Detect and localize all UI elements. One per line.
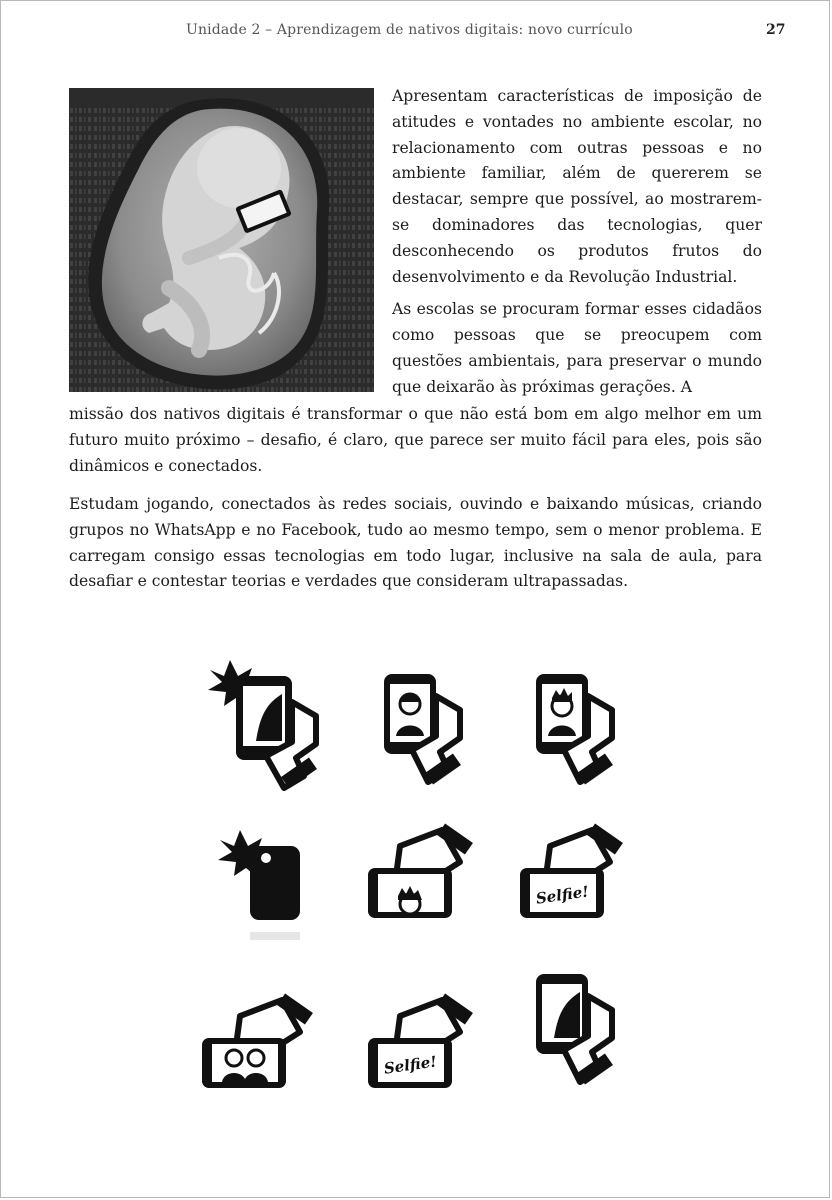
selfie-label-2: Selfie! (382, 1052, 438, 1078)
selfie-landscape-kid-icon (356, 816, 496, 966)
paragraph-1: Apresentam características de imposição de atitudes e vontades no ambiente escolar, no relacionamento com outras pessoas e no ambiente familiar, além de quererem se destacar, sempre que possível, ao mostrarem-se dominadores das tecnologias, quer desconhecendo os produtos frutos do desenvolvimento e da Revolução Industrial. (392, 87, 762, 286)
paragraph-2-head: As escolas se procuram formar esses cidadãos como pessoas que se preocupem com questões ambientais, para preservar o mundo que deixarão às próximas gerações. A (392, 300, 762, 396)
paragraph-2-tail: missão dos nativos digitais é transformar o que não está bom em algo melhor em um futuro muito próximo – desafio, é claro, que parece ser muito fácil para eles, pois são dinâmicos e conectados. (69, 405, 762, 475)
selfie-landscape-label-icon (506, 816, 646, 966)
fetus-smartphone-illustration (69, 88, 374, 392)
fetus-smartphone-image (69, 88, 374, 392)
selfie-kid-phone-icon (506, 646, 646, 796)
selfie-label-1: Selfie! (534, 882, 590, 908)
paragraph-3: Estudam jogando, conectados às redes sociais, ouvindo e baixando músicas, criando grupos no WhatsApp e no Facebook, tudo ao mesmo tempo, sem o menor problema. E carregam consigo essas tecnologias em todo lugar, inclusive na sala de aula, para desafiar e contestar teorias e verdades que consideram ultrapassadas. (69, 495, 762, 591)
hand-phone-portrait-icon (506, 946, 646, 1096)
selfie-flash-phone-icon (196, 646, 336, 796)
wrapped-text-block (392, 84, 762, 408)
running-header (0, 22, 832, 42)
paragraph-2-tail-block (69, 402, 762, 479)
page-number: 27 (766, 22, 786, 38)
selfie-boy-phone-icon (356, 646, 496, 796)
phone-back-flash-icon (196, 816, 336, 966)
selfie-couple-landscape-icon (196, 986, 336, 1136)
running-title: Unidade 2 – Aprendizagem de nativos digitais: novo currículo (186, 22, 633, 38)
selfie-icons-figure (196, 646, 644, 1122)
paragraph-3-block (69, 492, 762, 595)
selfie-landscape-label-2-icon (356, 986, 496, 1136)
